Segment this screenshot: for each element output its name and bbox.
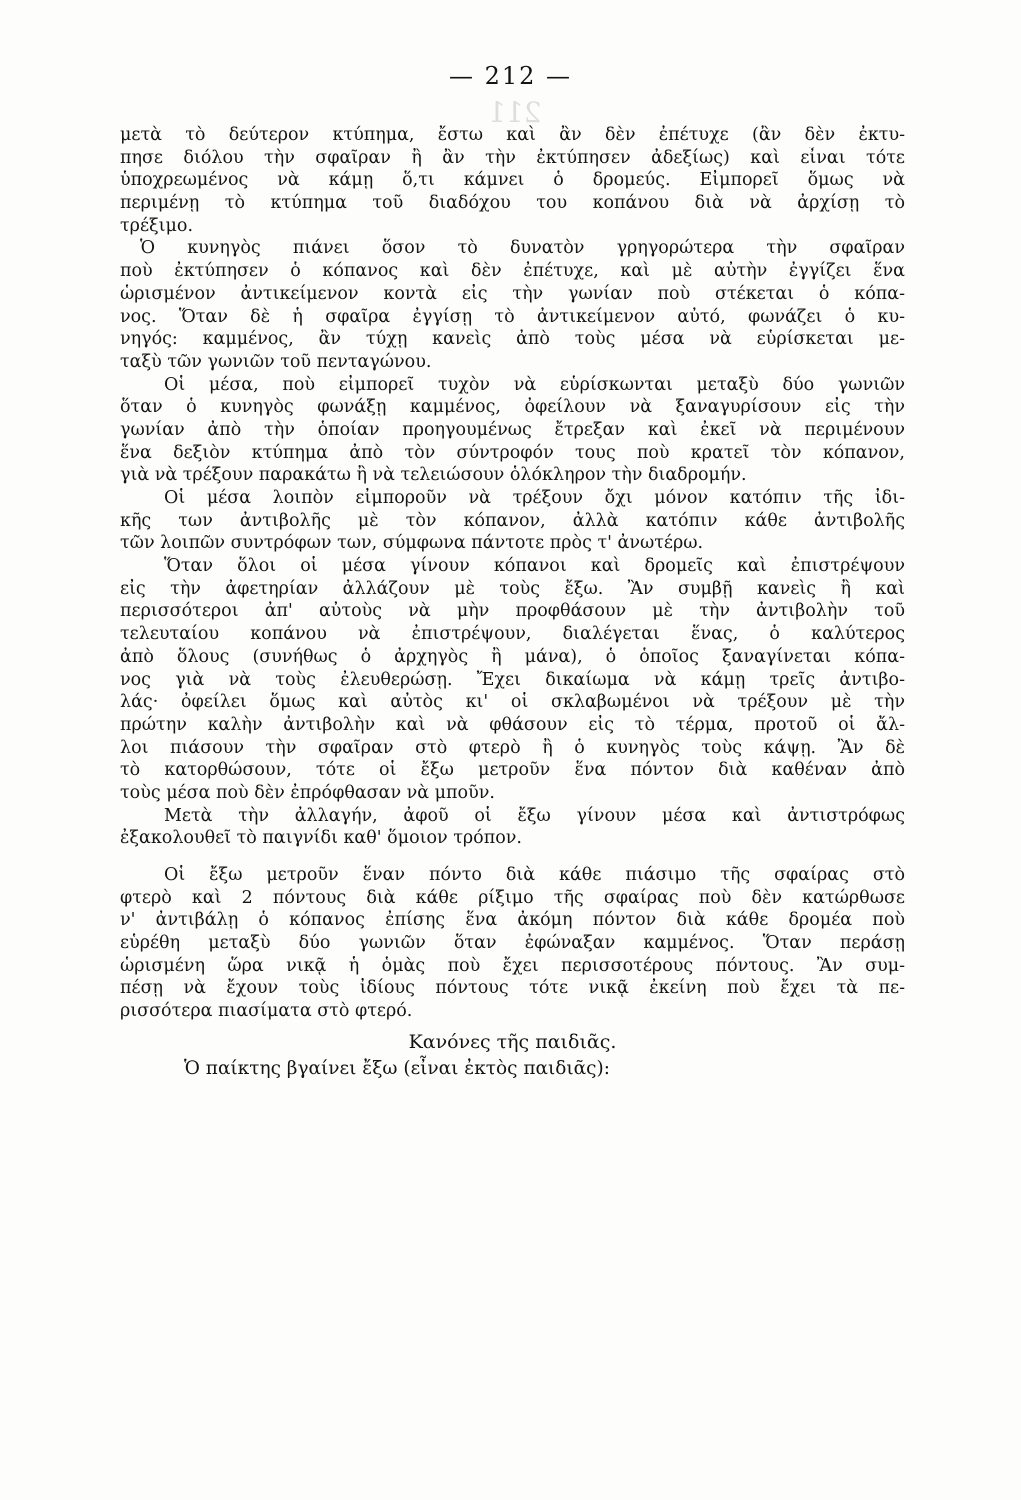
text-line: λοι πιάσουν τὴν σφαῖραν στὸ φτερὸ ἢ ὁ κυνηγὸς τοὺς κάψῃ. Ἂν δὲ (120, 737, 905, 758)
text-line: κῆς των ἀντιβολῆς μὲ τὸν κόπανον, ἀλλὰ κατόπιν κάθε ἀντιβολῆς (120, 510, 905, 531)
paragraph (120, 805, 905, 850)
text-line: περιμένῃ τὸ κτύπημα τοῦ διαδόχου του κοπάνου διὰ νὰ ἀρχίσῃ τὸ (120, 193, 905, 214)
text-line: εὑρέθη μεταξὺ δύο γωνιῶν ὅταν ἐφώναξαν καμμένος. Ὅταν περάσῃ (120, 933, 905, 954)
text-line: ὡρισμένη ὥρα νικᾷ ἡ ὁμὰς ποὺ ἔχει περισσοτέρους πόντους. Ἂν συμ- (120, 955, 905, 976)
text-line: Ὁ κυνηγὸς πιάνει ὅσον τὸ δυνατὸν γρηγορώτερα τὴν σφαῖραν (140, 238, 905, 259)
page-number: — 212 — (448, 62, 573, 90)
text-line: τὸ κατορθώσουν, τότε οἱ ἔξω μετροῦν ἕνα πόντον διὰ καθέναν ἀπὸ (120, 760, 905, 781)
paragraph-gap (120, 850, 905, 864)
text-line: Ὅταν ὅλοι οἱ μέσα γίνουν κόπανοι καὶ δρομεῖς καὶ ἐπιστρέψουν (164, 556, 905, 577)
text-line: νηγός: καμμένος, ἂν τύχῃ κανεὶς ἀπὸ τοὺς μέσα νὰ εὑρίσκεται με- (120, 329, 905, 350)
text-line: τοὺς μέσα ποὺ δὲν ἐπρόφθασαν νὰ μποῦν. (120, 782, 495, 803)
text-line: φτερὸ καὶ 2 πόντους διὰ κάθε ρίξιμο τῆς σφαίρας ποὺ δὲν κατώρθωσε (120, 887, 905, 908)
text-line: ποὺ ἐκτύπησεν ὁ κόπανος καὶ δὲν ἐπέτυχε, καὶ μὲ αὐτὴν ἐγγίζει ἕνα (120, 261, 905, 282)
text-line: Μετὰ τὴν ἀλλαγήν, ἀφοῦ οἱ ἔξω γίνουν μέσα καὶ ἀντιστρόφως (164, 805, 905, 826)
text-line: Οἱ ἔξω μετροῦν ἕναν πόντο διὰ κάθε πιάσιμο τῆς σφαίρας στὸ (164, 865, 905, 885)
text-line: ἀπὸ ὅλους (συνήθως ὁ ἀρχηγὸς ἢ μάνα), ὁ ὁποῖος ξαναγίνεται κόπα- (120, 646, 905, 667)
text-line: Οἱ μέσα λοιπὸν εἰμποροῦν νὰ τρέξουν ὄχι μόνον κατόπιν τῆς ἰδι- (164, 488, 905, 508)
text-line: ἐξακολουθεῖ τὸ παιγνίδι καθ' ὅμοιον τρόπον. (120, 828, 522, 849)
text-line: νος γιὰ νὰ τοὺς ἐλευθερώσῃ. Ἔχει δικαίωμα νὰ κάμῃ τρεῖς ἀντιβο- (120, 669, 905, 690)
text-line: ὑποχρεωμένος νὰ κάμῃ ὅ,τι κάμνει ὁ δρομεύς. Εἰμπορεῖ ὅμως νὰ (120, 170, 905, 191)
text-line: πρώτην καλὴν ἀντιβολὴν καὶ νὰ φθάσουν εἰς τὸ τέρμα, προτοῦ οἱ ἄλ- (120, 714, 905, 735)
text-line: ρισσότερα πιασίματα στὸ φτερό. (120, 1001, 413, 1022)
paragraph (120, 555, 905, 805)
body-text (120, 124, 905, 1081)
text-line: γιὰ νὰ τρέξουν παρακάτω ἢ νὰ τελειώσουν ὁλόκληρον τὴν διαδρομήν. (120, 465, 747, 486)
text-line: ὅταν ὁ κυνηγὸς φωνάξῃ καμμένος, ὀφείλουν νὰ ξαναγυρίσουν εἰς τὴν (120, 397, 905, 418)
text-line: πησε διόλου τὴν σφαῖραν ἢ ἂν τὴν ἐκτύπησεν ἀδεξίως) καὶ εἶναι τότε (120, 147, 905, 168)
text-line: πέσῃ νὰ ἔχουν τοὺς ἰδίους πόντους τότε νικᾷ ἐκείνη ποὺ ἔχει τὰ πε- (120, 978, 905, 999)
paragraph (120, 487, 905, 555)
text-line: μετὰ τὸ δεύτερον κτύπημα, ἔστω καὶ ἂν δὲν ἐπέτυχε (ἂν δὲν ἐκτυ- (120, 125, 905, 145)
text-line: ν' ἀντιβάλῃ ὁ κόπανος ἐπίσης ἕνα ἀκόμη πόντον διὰ κάθε δρομέα ποὺ (120, 910, 905, 931)
paragraph (120, 124, 905, 237)
text-line: Οἱ μέσα, ποὺ εἰμπορεῖ τυχὸν νὰ εὑρίσκωνται μεταξὺ δύο γωνιῶν (164, 374, 905, 395)
text-line: νος. Ὅταν δὲ ἡ σφαῖρα ἐγγίσῃ τὸ ἀντικείμενον αὐτό, φωνάζει ὁ κυ- (120, 306, 905, 327)
text-line: λάς· ὀφείλει ὅμως καὶ αὐτὸς κι' οἱ σκλαβωμένοι νὰ τρέξουν μὲ τὴν (120, 692, 905, 713)
text-line: εἰς τὴν ἀφετηρίαν ἀλλάζουν μὲ τοὺς ἔξω. Ἂν συμβῇ κανεὶς ἢ καὶ (120, 578, 905, 599)
section-heading: Κανόνες τῆς παιδιᾶς. (408, 1030, 617, 1053)
rule-intro-line: Ὁ παίκτης βγαίνει ἔξω (εἶναι ἐκτὸς παιδιᾶς): (184, 1057, 610, 1079)
text-line: τελευταίου κοπάνου νὰ ἐπιστρέψουν, διαλέγεται ἕνας, ὁ καλύτερος (120, 624, 905, 645)
paragraph (120, 237, 905, 373)
text-line: ὡρισμένον ἀντικείμενον κοντὰ εἰς τὴν γωνίαν ποὺ στέκεται ὁ κόπα- (120, 283, 905, 304)
bleed-through-text: 211 (488, 96, 542, 129)
text-line: περισσότεροι ἀπ' αὐτοὺς νὰ μὴν προφθάσουν μὲ τὴν ἀντιβολὴν τοῦ (120, 601, 905, 622)
text-line: ταξὺ τῶν γωνιῶν τοῦ πενταγώνου. (120, 351, 432, 372)
text-line: ἕνα δεξιὸν κτύπημα ἀπὸ τὸν σύντροφόν τους ποὺ κρατεῖ τὸν κόπανον, (120, 442, 905, 463)
text-line: τρέξιμο. (120, 215, 194, 236)
paragraph (120, 864, 905, 1023)
text-line: γωνίαν ἀπὸ τὴν ὁποίαν προηγουμένως ἔτρεξαν καὶ ἐκεῖ νὰ περιμένουν (120, 419, 905, 440)
text-line: τῶν λοιπῶν συντρόφων των, σύμφωνα πάντοτε πρὸς τ' ἀνωτέρω. (120, 533, 704, 554)
paragraph (120, 374, 905, 487)
